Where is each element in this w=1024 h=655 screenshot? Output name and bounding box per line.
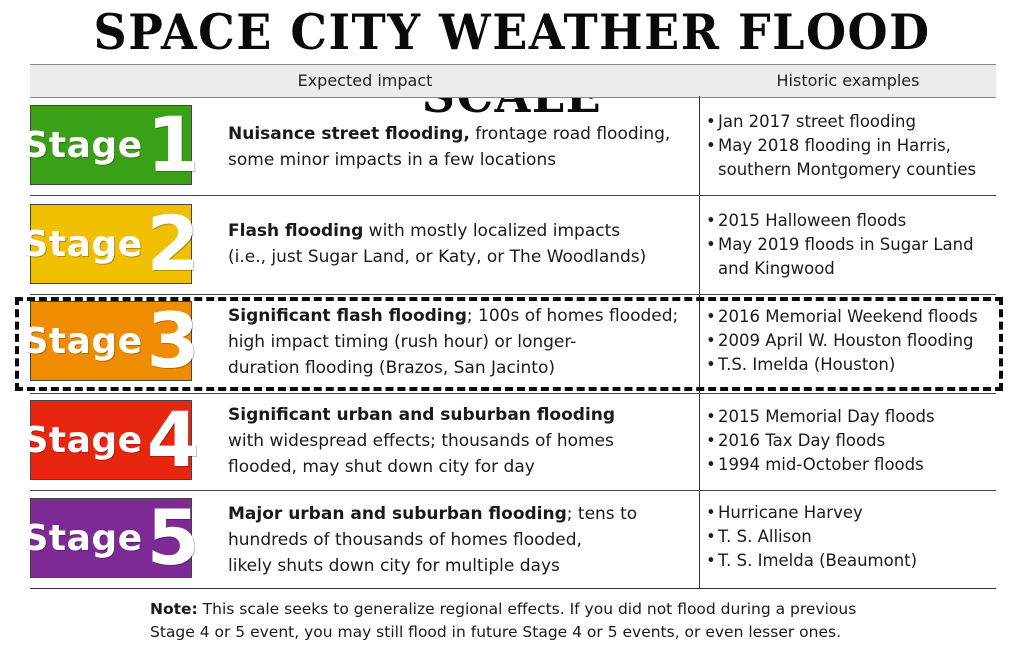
stage-word: Stage: [22, 517, 143, 559]
stage-word: Stage: [22, 124, 143, 166]
list-item: • 1994 mid-October floods: [706, 453, 996, 477]
header-historic-examples: Historic examples: [776, 71, 920, 90]
list-item: • Hurricane Harvey: [706, 501, 996, 525]
stage-1-examples: [706, 110, 996, 182]
stage-word: Stage: [22, 320, 143, 362]
list-item: • 2016 Tax Day floods: [706, 429, 996, 453]
list-item: • May 2019 floods in Sugar Land and Kingwood: [706, 233, 996, 281]
row-divider: [30, 490, 996, 491]
impact-text: (i.e., just Sugar Land, or Katy, or The Woodlands): [228, 247, 647, 267]
table-bottom-border: [30, 588, 996, 589]
stage-2-examples: [706, 209, 996, 281]
stage-4-badge: [22, 395, 200, 484]
impact-bold: Major urban and suburban flooding: [228, 504, 567, 524]
impact-bold: Nuisance street flooding,: [228, 124, 470, 144]
row-divider: [30, 294, 996, 295]
stage-number: 2: [146, 199, 200, 288]
table-header: [30, 64, 996, 98]
stage-number: 4: [146, 395, 200, 484]
impact-text: duration flooding (Brazos, San Jacinto): [228, 358, 555, 378]
highlight-dashed-box: [15, 297, 1003, 391]
impact-bold: Significant flash flooding: [228, 306, 467, 326]
header-expected-impact: Expected impact: [297, 71, 433, 90]
stage-5-badge: [22, 493, 200, 582]
note-label: Note:: [150, 600, 198, 618]
impact-text: some minor impacts in a few locations: [228, 150, 557, 170]
stage-4-examples: [706, 405, 996, 477]
impact-bold: Flash flooding: [228, 221, 364, 241]
stage-word: Stage: [22, 223, 143, 265]
list-item: • 2015 Halloween floods: [706, 209, 996, 233]
impact-text: hundreds of thousands of homes flooded,: [228, 530, 582, 550]
row-divider: [30, 195, 996, 196]
stage-number: 1: [146, 100, 200, 189]
list-item: • May 2018 flooding in Harris, southern Montgomery counties: [706, 134, 996, 182]
list-item: • 2016 Memorial Weekend floods: [706, 305, 996, 329]
note-text: This scale seeks to generalize regional effects. If you did not flood during a previous: [197, 600, 857, 618]
list-item: • 2015 Memorial Day floods: [706, 405, 996, 429]
impact-text: frontage road flooding,: [469, 124, 671, 144]
list-item: • T.S. Imelda (Houston): [706, 353, 996, 377]
impact-text: ; 100s of homes flooded;: [466, 306, 679, 326]
stage-1-impact: [228, 121, 688, 173]
list-item: • T. S. Allison: [706, 525, 996, 549]
list-item: • 2009 April W. Houston flooding: [706, 329, 996, 353]
stage-number: 3: [146, 296, 200, 385]
stage-5-impact: [228, 501, 688, 579]
impact-text: ; tens to: [566, 504, 638, 524]
row-divider: [30, 393, 996, 394]
note-text: Stage 4 or 5 event, you may still flood in future Stage 4 or 5 events, or even lesser ones.: [150, 623, 842, 641]
stage-4-impact: [228, 402, 688, 480]
page-title: SPACE CITY WEATHER FLOOD: [93, 3, 931, 61]
stage-2-impact: [228, 218, 688, 270]
stage-number: 5: [146, 493, 200, 582]
stage-word: Stage: [22, 419, 143, 461]
impact-text: high impact timing (rush hour) or longer-: [228, 332, 577, 352]
impact-bold: Significant urban and suburban flooding: [228, 405, 616, 425]
impact-text: with mostly localized impacts: [363, 221, 621, 241]
impact-text: likely shuts down city for multiple days: [228, 556, 560, 576]
impact-text: with widespread effects; thousands of homes: [228, 431, 614, 451]
footnote: [150, 598, 950, 644]
stage-1-badge: [22, 100, 200, 189]
list-item: • T. S. Imelda (Beaumont): [706, 549, 996, 573]
stage-5-examples: [706, 501, 996, 573]
impact-text: flooded, may shut down city for day: [228, 457, 535, 477]
stage-2-badge: [22, 199, 200, 288]
list-item: • Jan 2017 street flooding: [706, 110, 996, 134]
